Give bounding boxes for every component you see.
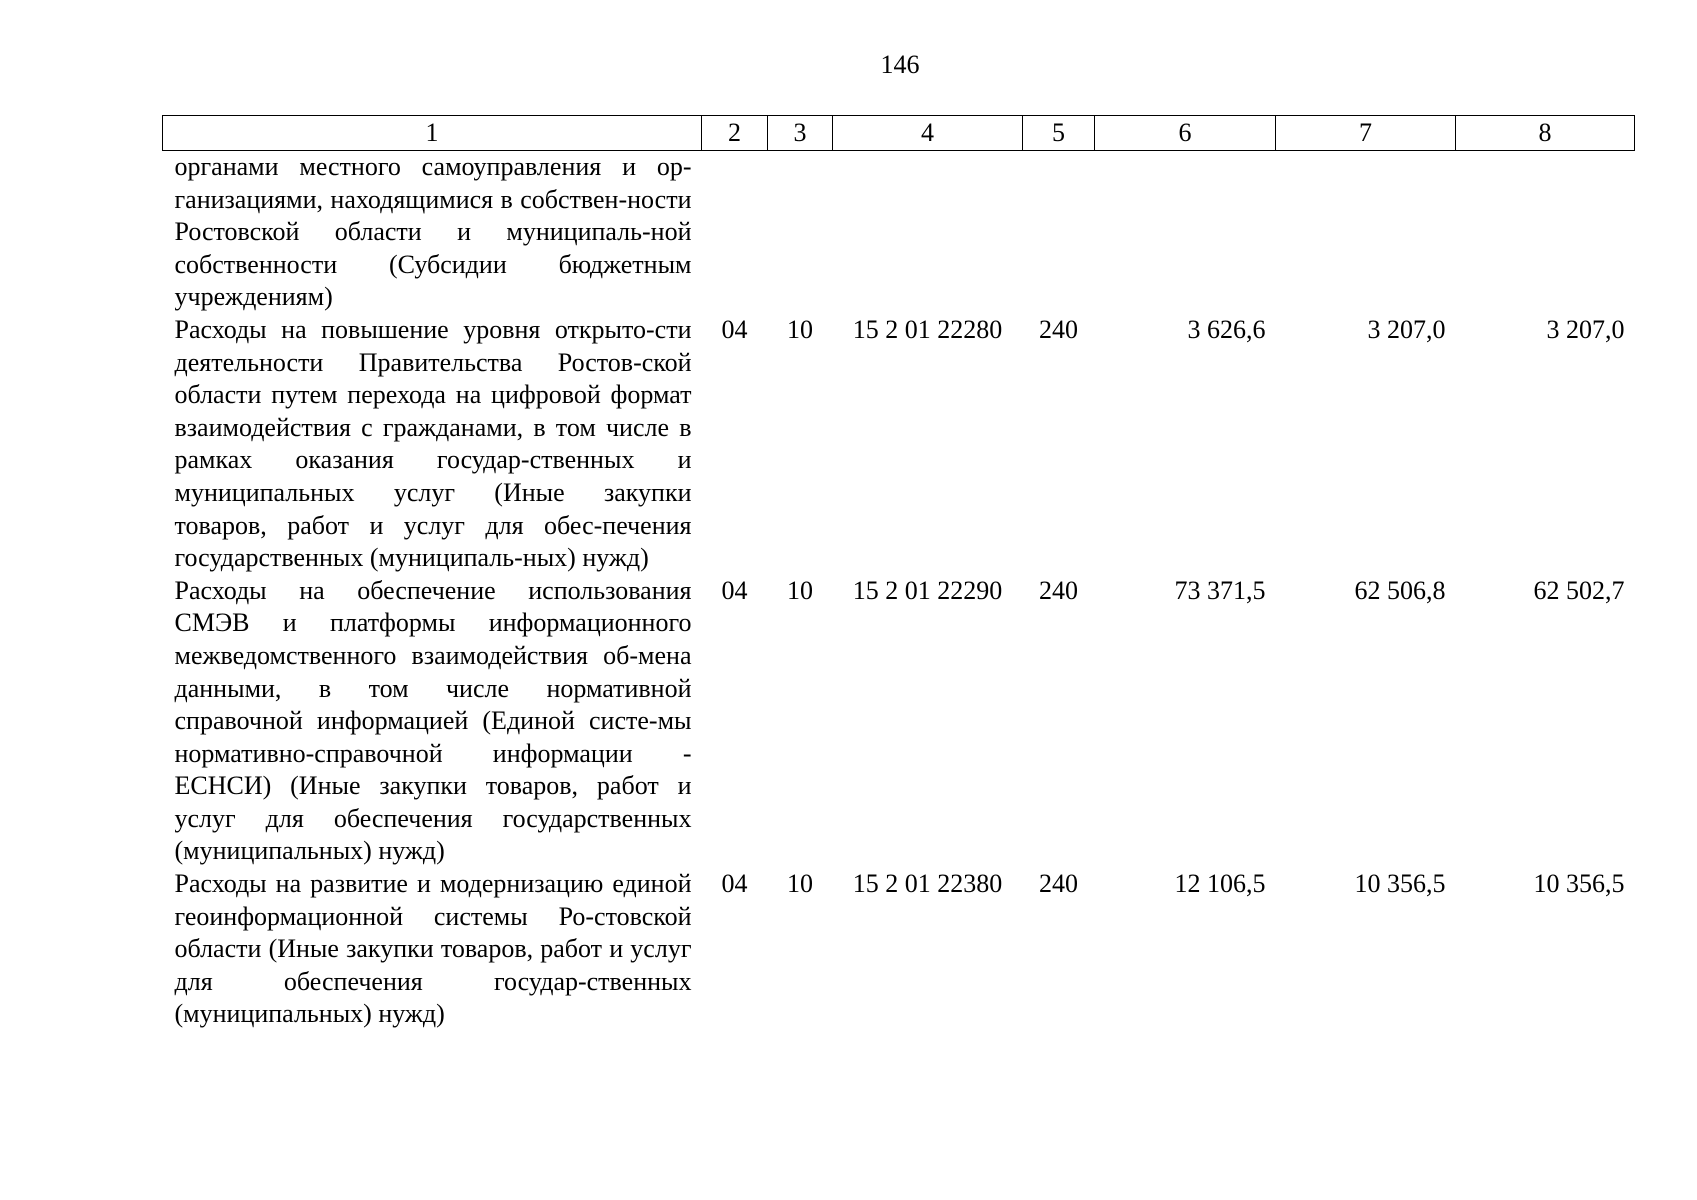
row-target-article [833, 151, 1023, 314]
row-subsection: 10 [787, 869, 813, 899]
row-amount-col6: 12 106,5 [1174, 869, 1266, 899]
row-description: Расходы на повышение уровня открыто-сти деятельности Правительства Ростов-ской области путем перехода на цифровой формат взаимодействия с гражданами, в том числе в рамках оказания государ-ственных и муниципальных услуг (Иные закупки товаров, работ и услуг для обес-печения государственных (муниципаль-ных) нужд) [174, 314, 692, 573]
row-amount-col7: 62 506,8 [1354, 575, 1446, 605]
row-expense-type: 240 [1039, 869, 1078, 899]
row-amount-col8: 62 502,7 [1533, 575, 1625, 605]
row-amount-col6: 3 626,6 [1187, 314, 1266, 344]
row-amount-col8: 3 207,0 [1546, 314, 1625, 344]
budget-table [162, 115, 1635, 1031]
row-subsection [768, 151, 833, 314]
row-target-article: 15 2 01 22280 [852, 314, 1003, 344]
column-header: 3 [768, 116, 833, 151]
row-amount-col8 [1456, 151, 1635, 314]
table-row [163, 575, 1635, 868]
column-header: 7 [1276, 116, 1456, 151]
column-header: 6 [1095, 116, 1276, 151]
column-header: 1 [163, 116, 702, 151]
row-section [702, 151, 768, 314]
row-amount-col6: 73 371,5 [1174, 575, 1266, 605]
row-expense-type: 240 [1039, 314, 1078, 344]
table-row [163, 868, 1635, 1031]
column-header: 8 [1456, 116, 1635, 151]
column-header: 4 [833, 116, 1023, 151]
column-header: 2 [702, 116, 768, 151]
row-amount-col8: 10 356,5 [1533, 869, 1625, 899]
row-amount-col7 [1276, 151, 1456, 314]
row-subsection: 10 [787, 575, 813, 605]
row-amount-col7: 10 356,5 [1354, 869, 1446, 899]
row-description: Расходы на развитие и модернизацию единой геоинформационной системы Ро-стовской области (Иные закупки товаров, работ и услуг для обеспечения государ-ственных (муниципальных) нужд) [174, 869, 692, 1029]
column-header: 5 [1023, 116, 1095, 151]
row-section: 04 [721, 869, 748, 899]
table-row [163, 151, 1635, 314]
row-section: 04 [721, 314, 748, 344]
row-amount-col7: 3 207,0 [1367, 314, 1446, 344]
row-subsection: 10 [787, 314, 813, 344]
row-description: Расходы на обеспечение использования СМЭВ и платформы информационного межведомственного взаимодействия об-мена данными, в том числе нормативной справочной информацией (Единой систе-мы нормативно-справочной информации - ЕСНСИ) (Иные закупки товаров, работ и услуг для обеспечения государственных (муниципальных) нужд) [174, 575, 692, 866]
row-section: 04 [721, 575, 748, 605]
row-description: органами местного самоуправления и ор-ганизациями, находящимися в собствен-ности Ростовской области и муниципаль-ной собственности (Субсидии бюджетным учреждениям) [174, 152, 692, 312]
row-amount-col6 [1095, 151, 1276, 314]
page-number: 146 [880, 50, 920, 79]
table-row [163, 314, 1635, 575]
row-target-article: 15 2 01 22290 [852, 575, 1003, 605]
row-target-article: 15 2 01 22380 [852, 869, 1003, 899]
row-expense-type [1023, 151, 1095, 314]
row-expense-type: 240 [1039, 575, 1078, 605]
table-header-row [163, 116, 1635, 151]
